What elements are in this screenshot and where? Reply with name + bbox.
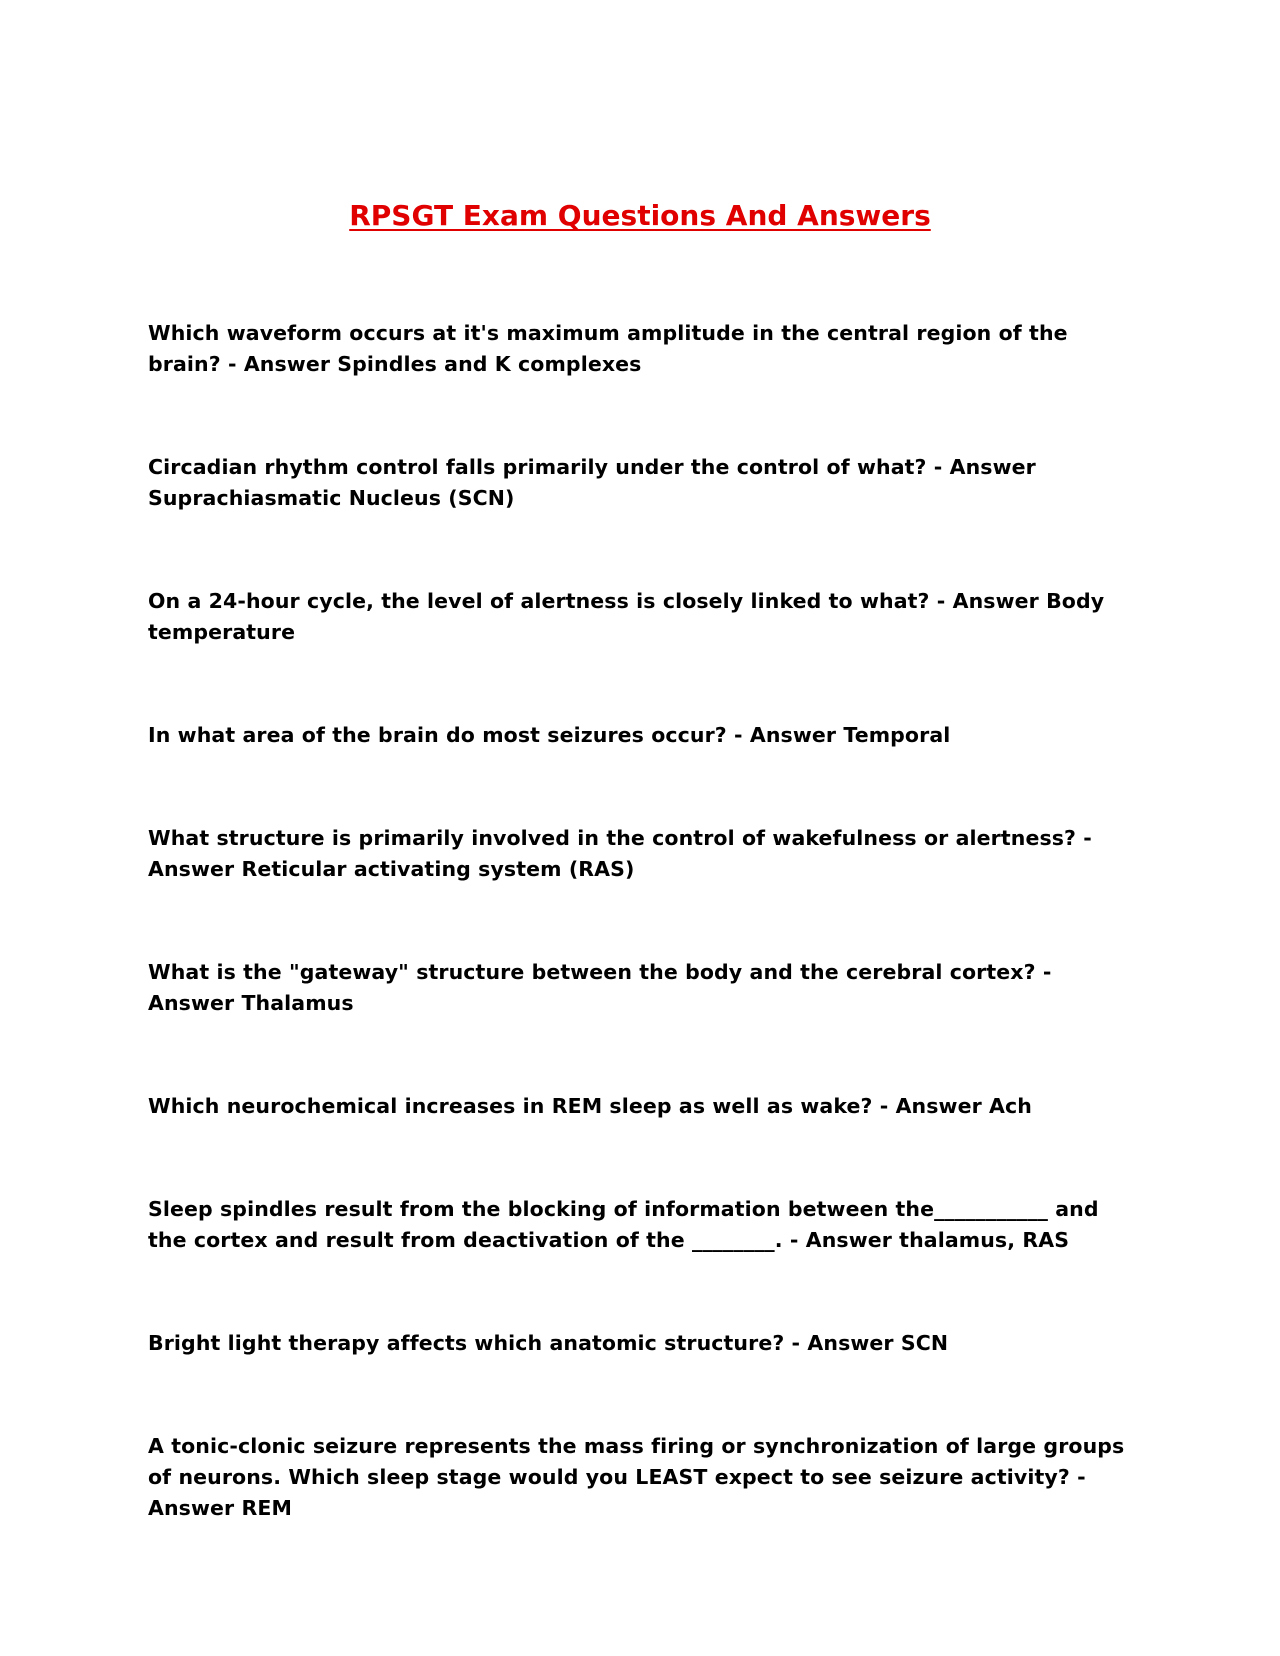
qa-item-3: On a 24-hour cycle, the level of alertness is closely linked to what? - Answer Body temperature <box>148 589 1105 644</box>
qa-list <box>148 318 1138 1524</box>
qa-item-2: Circadian rhythm control falls primarily under the control of what? - Answer Suprachiasmatic Nucleus (SCN) <box>148 455 1036 510</box>
qa-item-6: What is the "gateway" structure between the body and the cerebral cortex? - Answer Thalamus <box>148 960 1052 1015</box>
qa-item-8: Sleep spindles result from the blocking of information between the___________ and the cortex and result from deactivation of the ________. - Answer thalamus, RAS <box>148 1197 1099 1252</box>
qa-item-9: Bright light therapy affects which anatomic structure? - Answer SCN <box>148 1331 949 1355</box>
qa-item-5: What structure is primarily involved in the control of wakefulness or alertness? - Answer Reticular activating system (RAS) <box>148 826 1092 881</box>
qa-item-7: Which neurochemical increases in REM sleep as well as wake? - Answer Ach <box>148 1094 1032 1118</box>
qa-item-1: Which waveform occurs at it's maximum amplitude in the central region of the brain? - Answer Spindles and K complexes <box>148 321 1068 376</box>
qa-item-4: In what area of the brain do most seizures occur? - Answer Temporal <box>148 723 951 747</box>
qa-item-10: A tonic-clonic seizure represents the mass firing or synchronization of large groups of neurons. Which sleep stage would you LEAST expect to see seizure activity? - Answer REM <box>148 1434 1125 1520</box>
document-title: RPSGT Exam Questions And Answers <box>349 199 931 232</box>
